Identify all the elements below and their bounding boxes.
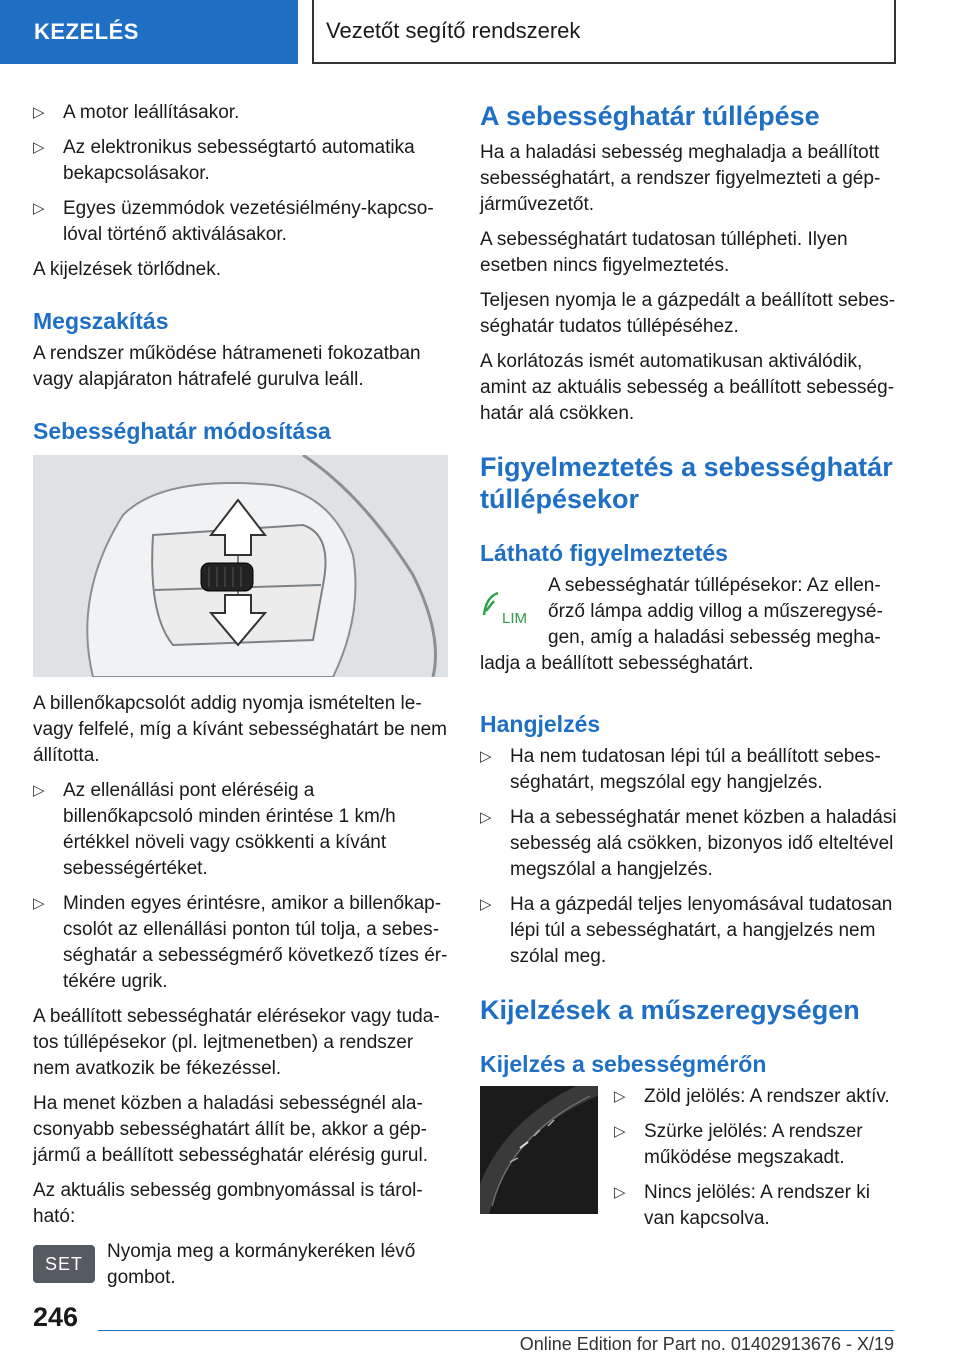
section-title: KEZELÉS bbox=[34, 19, 139, 44]
triangle-bullet-icon: ▷ bbox=[480, 809, 492, 826]
heading-exceed: A sebességhatár túllépése bbox=[480, 101, 820, 131]
speedometer-image bbox=[480, 1086, 598, 1214]
triangle-bullet-icon: ▷ bbox=[33, 104, 45, 121]
footer-divider bbox=[98, 1330, 894, 1331]
triangle-bullet-icon: ▷ bbox=[480, 748, 492, 765]
steering-wheel-rocker-icon bbox=[33, 455, 448, 677]
list-item: ▷ Szürke jelölés: A rendszer működése megszakadt. bbox=[614, 1121, 863, 1168]
list-item: ▷ Ha a gázpedál teljes lenyomásával tudatosan lépi túl a sebességhatárt, a hangjelzés nem szólal meg. bbox=[480, 894, 893, 967]
triangle-bullet-icon: ▷ bbox=[614, 1088, 626, 1105]
heading-interrupt: Megszakítás bbox=[33, 308, 169, 334]
set-button-icon: SET bbox=[33, 1245, 95, 1283]
paragraph: A korlátozás ismét automatikusan aktiválódik, amint az aktuális sebesség a beállított sebességhatár alá csökken. bbox=[480, 351, 895, 424]
paragraph: A billenőkapcsolót addig nyomja ismételten le- vagy felfelé, míg a kívánt sebességhatárt be nem állította. bbox=[33, 693, 448, 766]
list-item: ▷ A motor leállításakor. bbox=[33, 100, 448, 126]
heading-speedometer: Kijelzés a sebességmérőn bbox=[480, 1051, 767, 1077]
list-item: ▷ Minden egyes érintésre, amikor a billenőkapcsolót az ellenállási ponton túl tolja, a sebességhatár a sebességmérő következő tízes értékére ugrik. bbox=[33, 893, 448, 992]
page-number: 246 bbox=[33, 1302, 79, 1332]
list-item: ▷ Ha a sebességhatár menet közben a haladási sebesség alá csökken, bizonyos idő elteltével megszólal a hangjelzés. bbox=[480, 807, 897, 880]
paragraph: Teljesen nyomja le a gázpedált a beállított sebességhatár tudatos túllépéséhez. bbox=[480, 290, 896, 337]
heading-display: Kijelzések a műszeregységen bbox=[480, 995, 860, 1025]
triangle-bullet-icon: ▷ bbox=[33, 782, 45, 799]
triangle-bullet-icon: ▷ bbox=[33, 895, 45, 912]
triangle-bullet-icon: ▷ bbox=[33, 200, 45, 217]
chapter-title-box bbox=[312, 0, 896, 64]
list-item: ▷ Zöld jelölés: A rendszer aktív. bbox=[614, 1084, 898, 1110]
set-instruction bbox=[33, 1239, 448, 1300]
list-item: ▷ Egyes üzemmódok vezetésiélmény-kapcsolóval történő aktiválásakor. bbox=[33, 198, 434, 245]
paragraph: A sebességhatárt tudatosan túllépheti. Ilyen esetben nincs figyelmeztetés. bbox=[480, 229, 848, 276]
triangle-bullet-icon: ▷ bbox=[614, 1184, 626, 1201]
heading-sound: Hangjelzés bbox=[480, 711, 601, 737]
triangle-bullet-icon: ▷ bbox=[614, 1123, 626, 1140]
triangle-bullet-icon: ▷ bbox=[33, 139, 45, 156]
lim-indicator-icon bbox=[480, 587, 538, 627]
heading-visible-warning: Látható figyelmeztetés bbox=[480, 540, 728, 566]
paragraph: Ha a haladási sebesség meghaladja a beállított sebességhatárt, a rendszer figyelmezteti a gépjárművezetőt. bbox=[480, 142, 881, 215]
footer-edition: Online Edition for Part no. 01402913676 - X/19 bbox=[519, 1334, 894, 1354]
paragraph: Nyomja meg a kormánykeréken lévő gombot. bbox=[107, 1241, 416, 1288]
list-item: ▷ Az elektronikus sebességtartó automatika bekapcsolásakor. bbox=[33, 137, 415, 184]
list-item: ▷ Az ellenállási pont eléréséig a billenőkapcsoló minden érintése 1 km/h értékkel növeli vagy csökkenti a kívánt sebességértéket. bbox=[33, 780, 396, 879]
paragraph: Ha menet közben a haladási sebességnél alacsonyabb sebességhatárt állít be, akkor a gépjármű a beállított sebességhatár elérésig gurul. bbox=[33, 1093, 429, 1166]
heading-warning: Figyelmeztetés a sebességhatár túllépésekor bbox=[480, 452, 893, 514]
list-item: ▷ Nincs jelölés: A rendszer ki van kapcsolva. bbox=[614, 1182, 870, 1229]
right-column bbox=[480, 100, 898, 1241]
lim-warning-row bbox=[480, 573, 898, 686]
steering-wheel-rocker-illustration bbox=[33, 455, 448, 677]
paragraph: A beállított sebességhatár elérésekor vagy tudatos túllépésekor (pl. lejtmenetben) a rendszer nem avatkozik be fékezéssel. bbox=[33, 1006, 440, 1079]
section-tab bbox=[0, 0, 298, 64]
speedometer-list bbox=[614, 1084, 898, 1241]
speedometer-row bbox=[480, 1084, 898, 1241]
triangle-bullet-icon: ▷ bbox=[480, 896, 492, 913]
lim-label: LIM bbox=[502, 610, 528, 627]
paragraph: A sebességhatár túllépésekor: Az ellenőrző lámpa addig villog a műszeregységen, amíg a haladási sebesség meghaladja a beállított sebességhatárt. bbox=[480, 575, 883, 674]
paragraph: A kijelzések törlődnek. bbox=[33, 259, 221, 280]
paragraph: A rendszer működése hátrameneti fokozatban vagy alapjáraton hátrafelé gurulva leáll. bbox=[33, 343, 421, 390]
speedometer-icon bbox=[480, 1086, 598, 1214]
heading-modify: Sebességhatár módosítása bbox=[33, 418, 331, 444]
left-column bbox=[33, 100, 448, 1300]
paragraph: Az aktuális sebesség gombnyomással is tárolható: bbox=[33, 1180, 423, 1227]
chapter-title: Vezetőt segítő rendszerek bbox=[326, 18, 581, 43]
list-item: ▷ Ha nem tudatosan lépi túl a beállított sebességhatárt, megszólal egy hangjelzés. bbox=[480, 746, 881, 793]
